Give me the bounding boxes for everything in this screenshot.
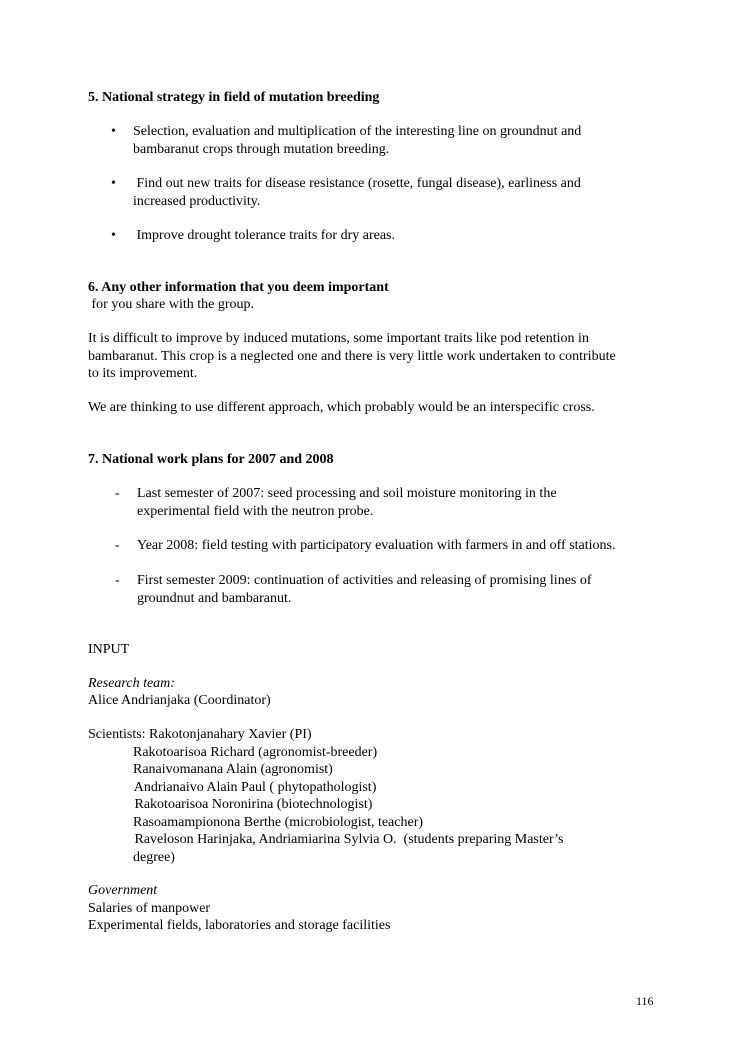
section-6-paragraph-2: We are thinking to use different approach, which probably would be an interspecific cross. (88, 400, 595, 415)
paragraph-line: to its improvement. (88, 366, 198, 381)
bullet-marker: • (111, 124, 116, 139)
list-item-text: experimental field with the neutron probe. (137, 503, 374, 519)
list-item-text: Improve drought tolerance traits for dry areas. (133, 228, 396, 243)
scientist-line: Rasoamampionona Berthe (microbiologist, teacher) (133, 814, 424, 830)
dash-marker: - (115, 486, 120, 501)
government-label: Government (88, 883, 158, 898)
paragraph-line: It is difficult to improve by induced mutations, some important traits like pod retention in (88, 331, 589, 346)
dash-marker: - (115, 573, 120, 588)
list-item-text: Year 2008: field testing with participatory evaluation with farmers in and off stations. (137, 538, 616, 553)
list-item-text: First semester 2009: continuation of activities and releasing of promising lines of (137, 573, 592, 588)
coordinator-line: Alice Andrianjaka (Coordinator) (88, 693, 271, 708)
list-item-text: Last semester of 2007: seed processing and soil moisture monitoring in the (137, 486, 557, 501)
section-7-heading: 7. National work plans for 2007 and 2008 (88, 452, 334, 467)
section-6-subheading: for you share with the group. (88, 297, 255, 312)
scientist-line: degree) (133, 849, 175, 865)
list-item-text: bambaranut crops through mutation breeding. (133, 141, 390, 157)
section-6-heading: 6. Any other information that you deem important (88, 280, 389, 295)
scientists-first-line: Scientists: Rakotonjanahary Xavier (PI) (88, 727, 312, 742)
list-item-text: groundnut and bambaranut. (137, 590, 292, 606)
government-line: Experimental fields, laboratories and storage facilities (88, 918, 391, 933)
section-5-heading: 5. National strategy in field of mutation breeding (88, 90, 380, 105)
government-line: Salaries of manpower (88, 900, 211, 916)
research-team-label: Research team: (88, 676, 175, 691)
list-item-text: Selection, evaluation and multiplication of the interesting line on groundnut and (133, 124, 582, 139)
scientist-line: Rakotoarisoa Noronirina (biotechnologist) (131, 797, 373, 812)
input-heading: INPUT (88, 642, 130, 657)
bullet-marker: • (111, 228, 116, 243)
bullet-marker: • (111, 176, 116, 191)
scientist-line: Ranaivomanana Alain (agronomist) (133, 762, 333, 777)
scientist-line: Rakotoarisoa Richard (agronomist-breeder) (133, 744, 378, 760)
scientist-line: Andrianaivo Alain Paul ( phytopathologist) (131, 779, 377, 795)
list-item-text: Find out new traits for disease resistance (rosette, fungal disease), earliness and (133, 176, 581, 191)
paragraph-line: bambaranut. This crop is a neglected one and there is very little work undertaken to contribute (88, 348, 616, 364)
list-item-text: increased productivity. (133, 193, 261, 209)
page-number: 116 (636, 994, 654, 1008)
scientist-line: Raveloson Harinjaka, Andriamiarina Sylvia O. (students preparing Master’s (131, 832, 564, 847)
dash-marker: - (115, 538, 120, 553)
